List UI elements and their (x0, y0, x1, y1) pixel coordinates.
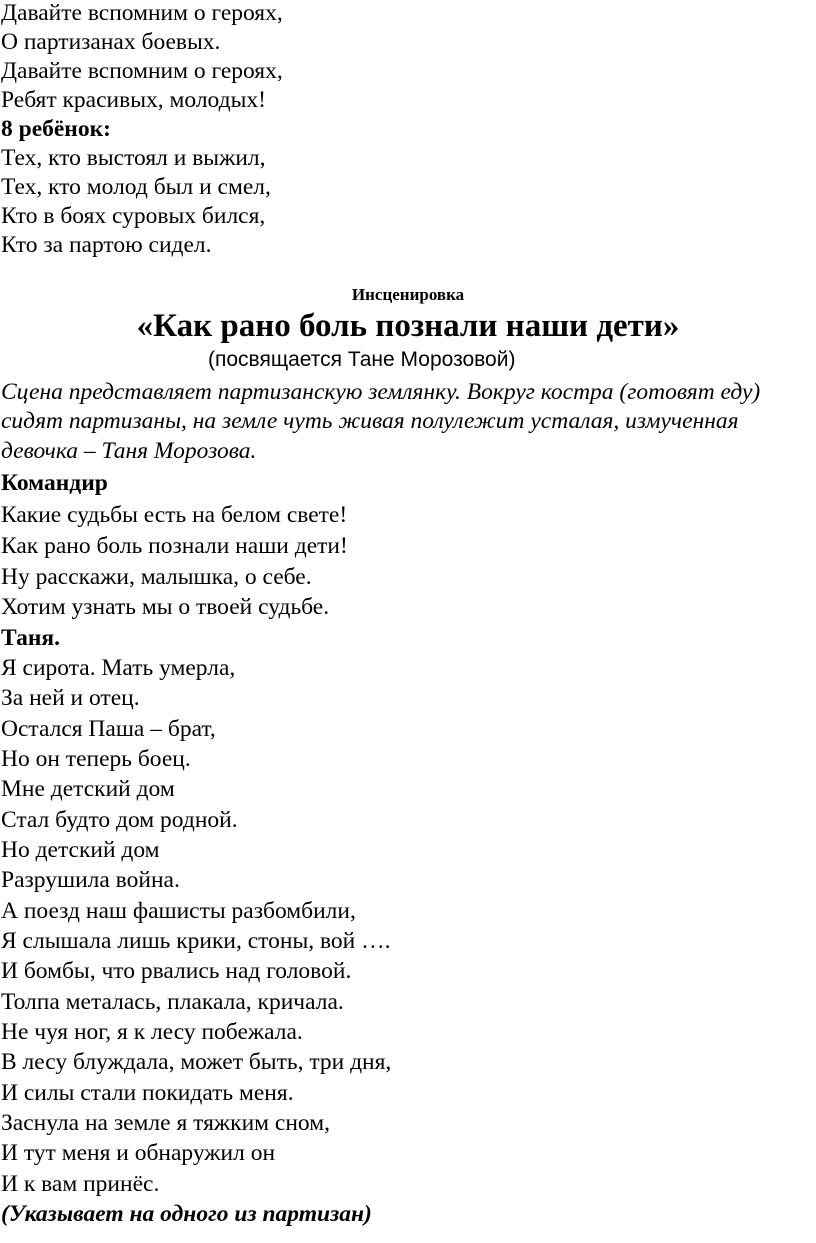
poem-line: Как рано боль познали наши дети! (1, 533, 348, 559)
speaker-label: Командир (1, 470, 108, 496)
poem-line: За ней и отец. (1, 685, 140, 711)
poem-line: Но детский дом (1, 837, 160, 863)
poem-line: Ребят красивых, молодых! (1, 87, 266, 113)
poem-line: В лесу блуждала, может быть, три дня, (1, 1049, 392, 1075)
section-label: Инсценировка (351, 285, 465, 304)
poem-line: Тех, кто выстоял и выжил, (1, 145, 266, 171)
stage-description-line: Сцена представляет партизанскую землянку. Вокруг костра (готовят еду) (1, 379, 761, 405)
stage-direction: (Указывает на одного из партизан) (1, 1201, 372, 1227)
poem-line: Толпа металась, плакала, кричала. (1, 989, 344, 1015)
stage-description-line: девочка – Таня Морозова. (1, 438, 257, 464)
poem-line: И бомбы, что рвались над головой. (1, 958, 352, 984)
dedication-subtitle: (посвящается Тане Морозовой) (208, 348, 516, 371)
stage-description-line: сидят партизаны, на земле чуть живая полулежит усталая, измученная (1, 408, 739, 434)
poem-line: Мне детский дом (1, 776, 175, 802)
poem-line: А поезд наш фашисты разбомбили, (1, 898, 356, 924)
poem-line: Стал будто дом родной. (1, 807, 238, 833)
poem-line: Кто за партою сидел. (1, 232, 212, 258)
poem-line: Но он теперь боец. (1, 746, 191, 772)
speaker-label: Таня. (1, 625, 60, 651)
page-title: «Как рано боль познали наши дети» (136, 308, 680, 344)
poem-line: И к вам принёс. (1, 1171, 160, 1197)
poem-line: И тут меня и обнаружил он (1, 1140, 276, 1166)
poem-line: Хотим узнать мы о твоей судьбе. (1, 594, 330, 620)
poem-line: Какие судьбы есть на белом свете! (1, 502, 348, 528)
poem-line: Я сирота. Мать умерла, (1, 655, 236, 681)
poem-line: Давайте вспомним о героях, (1, 58, 283, 84)
poem-line: Кто в боях суровых бился, (1, 203, 266, 229)
poem-line: Давайте вспомним о героях, (1, 0, 283, 26)
poem-line: И силы стали покидать меня. (1, 1080, 294, 1106)
poem-line: Я слышала лишь крики, стоны, вой …. (1, 928, 391, 954)
poem-line: Остался Паша – брат, (1, 716, 216, 742)
poem-line: Ну расскажи, малышка, о себе. (1, 564, 312, 590)
speaker-label: 8 ребёнок: (1, 116, 111, 142)
poem-line: О партизанах боевых. (1, 29, 221, 55)
poem-line: Разрушила война. (1, 867, 180, 893)
poem-line: Не чуя ног, я к лесу побежала. (1, 1019, 303, 1045)
poem-line: Тех, кто молод был и смел, (1, 174, 271, 200)
poem-line: Заснула на земле я тяжким сном, (1, 1110, 330, 1136)
